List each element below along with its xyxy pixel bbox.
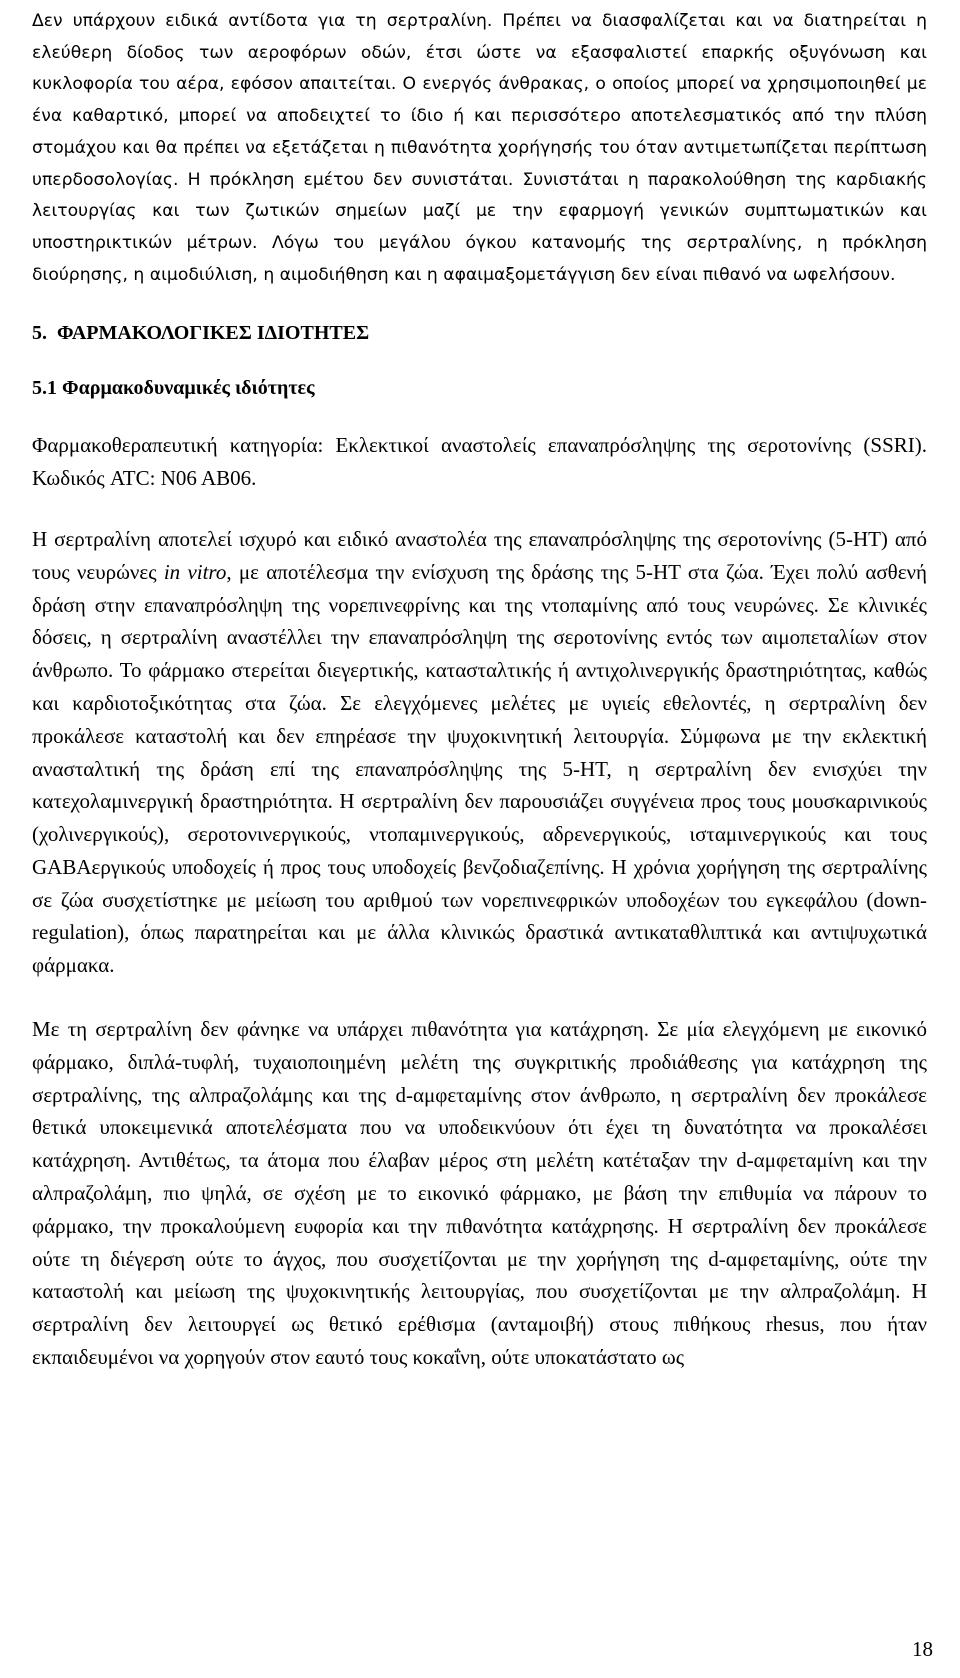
subsection-heading-pharmacodynamic-properties: 5.1 Φαρμακοδυναμικές ιδιότητες <box>32 377 315 400</box>
abuse-potential-paragraph: Με τη σερτραλίνη δεν φάνηκε να υπάρχει πιθανότητα για κατάχρηση. Σε μία ελεγχόμενη με εικονικό φάρμακο, διπλά-τυφλή, τυχαιοποιημένη μελέτη της συγκριτικής προδιάθεσης για κατάχρηση της σερτραλίνης, της αλπραζολάμης και της d-αμφεταμίνης στον άνθρωπο, η σερτραλίνη δεν προκάλεσε θετικά υποκειμενικά αποτελέσματα που να υποδεικνύουν ότι έχει τη δυνατότητα να προκαλέσει κατάχρηση. Αντιθέτως, τα άτομα που έλαβαν μέρος στη μελέτη κατέταξαν την d-αμφεταμίνη και την αλπραζολάμη, πιο ψηλά, σε σχέση με το εικονικό φάρμακο, με βάση την επιθυμία να πάρουν το φάρμακο, την προκαλούμενη ευφορία και την πιθανότητα κατάχρησης. Η σερτραλίνη δεν προκάλεσε ούτε τη διέγερση ούτε το άγχος, που συσχετίζονται με την χορήγηση της d-αμφεταμίνης, ούτε την καταστολή και μείωση της ψυχοκινητικής λειτουργίας, που συσχετίζονται με την αλπραζολάμη. Η σερτραλίνη δεν λειτουργεί ως θετικό ερέθισμα (ανταμοιβή) στους πιθήκους rhesus, που ήταν εκπαιδευμένοι να χορηγούν στον εαυτό τους κοκαΐνη, ούτε υποκατάστατο ως <box>32 1017 927 1370</box>
mechanism-paragraph <box>32 523 927 982</box>
mechanism-text-end: , με αποτέλεσμα την ενίσχυση της δράσης της 5-HT στα ζώα. Έχει πολύ ασθενή δράση στην επαναπρόσληψη της νορεπινεφρίνης και της ντοπαμίνης από τους νευρώνες. Σε κλινικές δόσεις, η σερτραλίνη αναστέλλει την επαναπρόσληψη της σεροτονίνης εντός των αιμοπεταλίων στον άνθρωπο. Το φάρμακο στερείται διεγερτικής, κατασταλτικής ή αντιχολινεργικής δραστηριότητας, καθώς και καρδιοτοξικότητας στα ζώα. Σε ελεγχόμενες μελέτες με υγιείς εθελοντές, η σερτραλίνη δεν προκάλεσε καταστολή και δεν επηρέασε την ψυχοκινητική λειτουργία. Σύμφωνα με την εκλεκτική ανασταλτική της δράση επί της επαναπρόσληψης της 5-HT, η σερτραλίνη δεν ενισχύει την κατεχολαμινεργική δραστηριότητα. Η σερτραλίνη δεν παρουσιάζει συγγένεια προς τους μουσκαρινικούς (χολινεργικούς), σεροτονινεργικούς, ντοπαμινεργικούς, αδρενεργικούς, ισταμινεργικούς και τους GABAεργικούς υποδοχείς ή προς τους υποδοχείς βενζοδιαζεπίνης. Η χρόνια χορήγηση της σερτραλίνης σε ζώα συσχετίστηκε με μείωση του αριθμού των νορεπινεφρικών υποδοχέων του εγκεφάλου (down-regulation), όπως παρατηρείται και με άλλα κλινικώς δραστικά αντικαταθλιπτικά και αντιψυχωτικά φάρμακα. <box>32 559 928 978</box>
section-heading-pharmacological-properties: 5. ΦΑΡΜΑΚΟΛΟΓΙΚΕΣ ΙΔΙΟΤΗΤΕΣ <box>32 322 370 345</box>
page-number: 18 <box>912 1637 933 1661</box>
in-vitro-term: in vitro <box>163 559 227 584</box>
document-page <box>32 6 927 1374</box>
overdose-paragraph: Δεν υπάρχουν ειδικά αντίδοτα για τη σερτραλίνη. Πρέπει να διασφαλίζεται και να διατηρείται η ελεύθερη δίοδος των αεροφόρων οδών, έτσι ώστε να εξασφαλιστεί επαρκής οξυγόνωση και κυκλοφορία του αέρα, εφόσον απαιτείται. Ο ενεργός άνθρακας, ο οποίος μπορεί να χρησιμοποιηθεί με ένα καθαρτικό, μπορεί να αποδειχτεί το ίδιο ή και περισσότερο αποτελεσματικός από την πλύση στομάχου και θα πρέπει να εξετάζεται η πιθανότητα χορήγησής του όταν αντιμετωπίζεται περίπτωση υπερδοσολογίας. Η πρόκληση εμέτου δεν συνιστάται. Συνιστάται η παρακολούθηση της καρδιακής λειτουργίας και των ζωτικών σημείων μαζί με την εφαρμογή γενικών συμπτωματικών και υποστηρικτικών μέτρων. Λόγω του μεγάλου όγκου κατανομής της σερτραλίνης, η πρόκληση διούρησης, η αιμοδιύλιση, η αιμοδιήθηση και η αφαιμαξομετάγγιση δεν είναι πιθανό να ωφελήσουν. <box>32 11 927 285</box>
pharmacotherapeutic-category-paragraph: Φαρμακοθεραπευτική κατηγορία: Εκλεκτικοί αναστολείς επαναπρόσληψης της σεροτονίνης (SSRI). Κωδικός ATC: N06 AB06. <box>32 433 927 491</box>
mechanism-text-start: Η σερτραλίνη αποτελεί ισχυρό και ειδικό αναστολέα της επαναπρόσληψης της σεροτονίνης (5-HT) από τους νευρώνες <box>32 526 927 584</box>
